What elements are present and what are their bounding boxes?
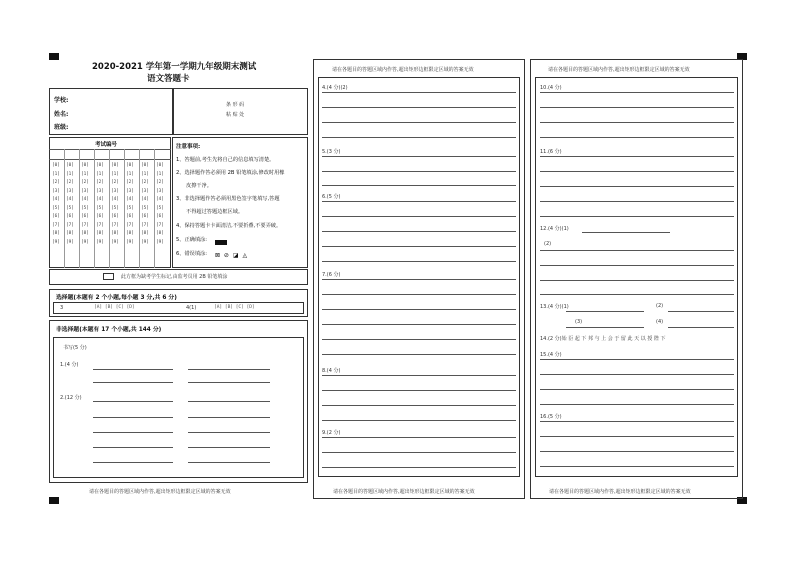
digit-bubble[interactable]: [3] xyxy=(96,188,104,194)
answer-line[interactable] xyxy=(322,437,516,438)
answer-line[interactable] xyxy=(540,294,734,295)
digit-column xyxy=(96,162,104,247)
choice-q3: 3 xyxy=(60,305,64,311)
digit-bubble[interactable]: [7] xyxy=(141,222,149,228)
answer-line[interactable] xyxy=(540,186,734,187)
notice-item: 2、选择题作答必须用 2B 铅笔填涂,修改时用橡 xyxy=(176,170,285,176)
answer-line[interactable] xyxy=(322,122,516,123)
question-label: 15.(4 分) xyxy=(540,352,562,358)
question-label: 10.(4 分) xyxy=(540,85,562,91)
answer-line[interactable] xyxy=(322,375,516,376)
answer-line[interactable] xyxy=(540,466,734,467)
divider xyxy=(49,149,171,150)
column-divider xyxy=(109,149,110,268)
digit-bubble[interactable]: [3] xyxy=(81,188,89,194)
option-c[interactable]: [C] xyxy=(115,305,124,310)
answer-line[interactable] xyxy=(540,122,734,123)
digit-bubble[interactable]: [6] xyxy=(156,214,164,219)
absent-note: 此方框为缺考学生标记,由监考员用 2B 铅笔填涂 xyxy=(121,274,228,280)
answer-line[interactable] xyxy=(93,382,173,383)
notice-item: 4、保持答题卡卡面清洁,不要折叠,不要弄破。 xyxy=(176,223,282,229)
answer-line[interactable] xyxy=(188,382,270,383)
answer-line[interactable] xyxy=(322,354,516,355)
answer-line[interactable] xyxy=(540,436,734,437)
question-label: 16.(5 分) xyxy=(540,414,562,420)
answer-line[interactable] xyxy=(93,369,173,370)
answer-line[interactable] xyxy=(540,280,734,281)
answer-line[interactable] xyxy=(93,462,173,463)
boundary-note: 请在各题目的答题区域内作答,超出矩形边框限定区域的答案无效 xyxy=(333,489,475,495)
answer-line[interactable] xyxy=(322,231,516,232)
digit-bubble[interactable]: [0] xyxy=(52,163,60,168)
answer-line[interactable] xyxy=(322,324,516,325)
digit-bubble[interactable]: [1] xyxy=(66,171,74,177)
digit-bubble[interactable]: [1] xyxy=(156,171,164,177)
digit-bubble[interactable]: [0] xyxy=(81,163,89,168)
answer-line[interactable] xyxy=(322,405,516,406)
correct-fill-example xyxy=(215,240,227,245)
digit-bubble[interactable]: [2] xyxy=(111,180,119,185)
answer-line[interactable] xyxy=(566,327,644,328)
digit-bubble[interactable]: [8] xyxy=(141,231,149,236)
digit-bubble[interactable]: [4] xyxy=(141,197,149,202)
question-label: 13.(4 分)(1) xyxy=(540,304,569,310)
option-d[interactable]: [D] xyxy=(246,305,255,310)
page-subtitle: 语文答题卡 xyxy=(147,74,190,84)
option-b[interactable]: [B] xyxy=(104,305,113,310)
divider xyxy=(49,159,171,160)
answer-line[interactable] xyxy=(188,462,270,463)
class-label: 班级: xyxy=(54,124,69,131)
position-mark xyxy=(49,53,59,60)
digit-bubble[interactable]: [5] xyxy=(126,205,134,211)
answer-line[interactable] xyxy=(322,171,516,172)
choice-q3-options[interactable] xyxy=(94,305,135,310)
answer-line[interactable] xyxy=(540,107,734,108)
boundary-note: 请在各题目的答题区域内作答,超出矩形边框限定区域的答案无效 xyxy=(549,489,691,495)
digit-bubble[interactable]: [3] xyxy=(66,188,74,194)
answer-line[interactable] xyxy=(322,107,516,108)
digit-bubble[interactable]: [4] xyxy=(96,197,104,202)
digit-bubble[interactable]: [0] xyxy=(141,163,149,168)
writing-label: 书写(5 分) xyxy=(63,345,87,351)
option-a[interactable]: [A] xyxy=(214,305,223,310)
answer-line[interactable] xyxy=(322,294,516,295)
digit-bubble[interactable]: [3] xyxy=(52,188,60,194)
digit-bubble[interactable]: [2] xyxy=(96,180,104,185)
digit-bubble[interactable]: [9] xyxy=(111,239,119,245)
answer-line[interactable] xyxy=(540,137,734,138)
digit-bubble[interactable]: [1] xyxy=(141,171,149,177)
question-label: 8.(4 分) xyxy=(322,368,341,374)
digit-bubble[interactable]: [7] xyxy=(66,222,74,228)
digit-bubble[interactable]: [7] xyxy=(156,222,164,228)
question-1-label: 1.(4 分) xyxy=(60,362,79,368)
answer-line[interactable] xyxy=(322,390,516,391)
digit-bubble[interactable]: [8] xyxy=(126,231,134,236)
option-d[interactable]: [D] xyxy=(126,305,135,310)
digit-bubble[interactable]: [1] xyxy=(111,171,119,177)
answer-line[interactable] xyxy=(322,246,516,247)
digit-bubble[interactable]: [1] xyxy=(126,171,134,177)
digit-bubble[interactable]: [4] xyxy=(126,197,134,202)
column-divider xyxy=(64,149,65,268)
question-label: 5.(3 分) xyxy=(322,149,341,155)
digit-column xyxy=(81,162,89,247)
column-divider xyxy=(94,149,95,268)
answer-line[interactable] xyxy=(540,374,734,375)
answer-line[interactable] xyxy=(322,261,516,262)
digit-bubble[interactable]: [7] xyxy=(96,222,104,228)
digit-column xyxy=(66,162,74,247)
question-label: (4) xyxy=(656,319,664,325)
exam-number-label: 考试编号 xyxy=(95,142,118,148)
digit-bubble[interactable]: [7] xyxy=(126,222,134,228)
answer-line[interactable] xyxy=(540,389,734,390)
answer-line[interactable] xyxy=(93,401,173,402)
position-mark xyxy=(49,497,59,504)
digit-bubble[interactable]: [5] xyxy=(66,205,74,211)
digit-bubble[interactable]: [4] xyxy=(81,197,89,202)
digit-bubble[interactable]: [7] xyxy=(81,222,89,228)
digit-bubble[interactable]: [1] xyxy=(52,171,60,177)
digit-bubble[interactable]: [1] xyxy=(81,171,89,177)
answer-line[interactable] xyxy=(668,327,734,328)
digit-bubble[interactable]: [6] xyxy=(52,214,60,219)
answer-line[interactable] xyxy=(322,420,516,421)
column-divider xyxy=(139,149,140,268)
digit-bubble[interactable]: [5] xyxy=(156,205,164,211)
question-label: 7.(6 分) xyxy=(322,272,341,278)
column-divider xyxy=(154,149,155,268)
question-label: (3) xyxy=(575,319,583,325)
answer-line[interactable] xyxy=(188,401,270,402)
digit-bubble[interactable]: [2] xyxy=(66,180,74,185)
wrong-fill-example: ⊠ ⊘ ◪ ◬ xyxy=(215,252,249,259)
boundary-note: 请在各题目的答题区域内作答,超出矩形边框限定区域的答案无效 xyxy=(548,67,690,73)
answer-line[interactable] xyxy=(188,369,270,370)
digit-bubble[interactable]: [4] xyxy=(66,197,74,202)
question-label: 11.(6 分) xyxy=(540,149,562,155)
answer-line[interactable] xyxy=(322,185,516,186)
digit-bubble[interactable]: [8] xyxy=(96,231,104,236)
digit-column xyxy=(141,162,149,247)
name-label: 姓名: xyxy=(54,111,69,118)
digit-bubble[interactable]: [6] xyxy=(126,214,134,219)
digit-bubble[interactable]: [0] xyxy=(111,163,119,168)
question-2-label: 2.(12 分) xyxy=(60,395,82,401)
boundary-note: 请在各题目的答题区域内作答,超出矩形边框限定区域的答案无效 xyxy=(89,489,231,495)
digit-bubble[interactable]: [0] xyxy=(156,163,164,168)
digit-bubble[interactable]: [7] xyxy=(111,222,119,228)
answer-line[interactable] xyxy=(322,216,516,217)
answer-line[interactable] xyxy=(322,137,516,138)
digit-bubble[interactable]: [8] xyxy=(111,231,119,236)
question-label: 14.(2 分)始 臣 起 下 邦 与 上 会 于 留 此 天 以 授 陛 下 xyxy=(540,336,666,342)
notice-item: 不得超过答题边框区域。 xyxy=(186,209,244,215)
answer-line[interactable] xyxy=(188,417,270,418)
answer-line[interactable] xyxy=(540,171,734,172)
answer-line[interactable] xyxy=(322,92,516,93)
answer-line[interactable] xyxy=(93,447,173,448)
school-label: 学校: xyxy=(54,97,69,104)
notice-item: 1、答题前,考生先将自己的信息填写清楚。 xyxy=(176,157,275,163)
digit-bubble[interactable]: [3] xyxy=(141,188,149,194)
question-label: 4.(4 分)(2) xyxy=(322,85,348,91)
digit-bubble[interactable]: [4] xyxy=(156,197,164,202)
digit-bubble[interactable]: [9] xyxy=(52,239,60,245)
answer-line[interactable] xyxy=(322,452,516,453)
answer-line[interactable] xyxy=(93,432,173,433)
digit-bubble[interactable]: [6] xyxy=(96,214,104,219)
option-c[interactable]: [C] xyxy=(235,305,244,310)
digit-bubble[interactable]: [0] xyxy=(126,163,134,168)
digit-bubble[interactable]: [5] xyxy=(141,205,149,211)
answer-line[interactable] xyxy=(540,265,734,266)
answer-line[interactable] xyxy=(582,232,670,233)
digit-bubble[interactable]: [1] xyxy=(96,171,104,177)
digit-column xyxy=(126,162,134,247)
digit-bubble[interactable]: [3] xyxy=(111,188,119,194)
column-divider xyxy=(124,149,125,268)
choice-q4: 4(1) xyxy=(186,305,197,311)
digit-column xyxy=(156,162,164,247)
digit-bubble[interactable]: [3] xyxy=(126,188,134,194)
question-label: (2) xyxy=(544,241,552,247)
digit-bubble[interactable]: [2] xyxy=(141,180,149,185)
answer-line[interactable] xyxy=(93,417,173,418)
digit-bubble[interactable]: [2] xyxy=(156,180,164,185)
answer-line[interactable] xyxy=(188,447,270,448)
digit-bubble[interactable]: [9] xyxy=(96,239,104,245)
answer-line[interactable] xyxy=(540,156,734,157)
boundary-note: 请在各题目的答题区域内作答,超出矩形边框限定区域的答案无效 xyxy=(332,67,474,73)
digit-bubble[interactable]: [2] xyxy=(126,180,134,185)
answer-line[interactable] xyxy=(540,404,734,405)
question-label: 12.(4 分)(1) xyxy=(540,226,569,232)
choice-q4-options[interactable] xyxy=(214,305,255,310)
barcode-label-2: 粘 贴 处 xyxy=(226,112,245,118)
absent-checkbox[interactable] xyxy=(103,273,114,280)
answer-line[interactable] xyxy=(322,309,516,310)
digit-bubble[interactable]: [8] xyxy=(156,231,164,236)
barcode-label-1: 条 形 码 xyxy=(226,102,245,108)
notice-title: 注意事项: xyxy=(176,144,201,150)
answer-line[interactable] xyxy=(668,311,734,312)
answer-line[interactable] xyxy=(322,467,516,468)
choice-title: 选择题(本题有 2 个小题,每小题 3 分,共 6 分) xyxy=(56,295,177,301)
digit-bubble[interactable]: [6] xyxy=(141,214,149,219)
answer-area xyxy=(53,337,304,478)
answer-line[interactable] xyxy=(322,279,516,280)
choice-row xyxy=(53,302,304,314)
answer-line[interactable] xyxy=(540,216,734,217)
digit-bubble[interactable]: [5] xyxy=(81,205,89,211)
digit-bubble[interactable]: [4] xyxy=(111,197,119,202)
digit-column xyxy=(111,162,119,247)
digit-bubble[interactable]: [2] xyxy=(81,180,89,185)
digit-bubble[interactable]: [7] xyxy=(52,222,60,228)
answer-line[interactable] xyxy=(540,421,734,422)
nonchoice-title: 非选择题(本题有 17 个小题,共 144 分) xyxy=(56,327,162,333)
answer-line[interactable] xyxy=(540,92,734,93)
notice-item: 3、非选择题作答必须用黑色签字笔填写,答题 xyxy=(176,196,280,202)
digit-bubble[interactable]: [9] xyxy=(126,239,134,245)
answer-line[interactable] xyxy=(322,201,516,202)
answer-line[interactable] xyxy=(188,432,270,433)
digit-bubble[interactable]: [0] xyxy=(96,163,104,168)
notice-item: 5、正确填涂: xyxy=(176,237,207,243)
digit-bubble[interactable]: [6] xyxy=(66,214,74,219)
option-b[interactable]: [B] xyxy=(224,305,233,310)
digit-bubble[interactable]: [8] xyxy=(66,231,74,236)
notice-item: 6、错误填涂: xyxy=(176,251,207,257)
digit-bubble[interactable]: [4] xyxy=(52,197,60,202)
digit-bubble[interactable]: [9] xyxy=(141,239,149,245)
question-label: 9.(2 分) xyxy=(322,430,341,436)
question-label: 6.(5 分) xyxy=(322,194,341,200)
digit-bubble[interactable]: [9] xyxy=(66,239,74,245)
answer-line[interactable] xyxy=(540,201,734,202)
answer-line[interactable] xyxy=(540,451,734,452)
answer-line[interactable] xyxy=(540,250,734,251)
digit-column xyxy=(52,162,60,247)
answer-line[interactable] xyxy=(540,359,734,360)
page-title: 2020-2021 学年第一学期九年级期末测试 xyxy=(92,62,257,72)
question-label: (2) xyxy=(656,303,664,309)
digit-bubble[interactable]: [6] xyxy=(111,214,119,219)
digit-bubble[interactable]: [9] xyxy=(156,239,164,245)
answer-line[interactable] xyxy=(322,339,516,340)
digit-bubble[interactable]: [6] xyxy=(81,214,89,219)
digit-bubble[interactable]: [2] xyxy=(52,180,60,185)
column-divider xyxy=(79,149,80,268)
digit-bubble[interactable]: [5] xyxy=(52,205,60,211)
digit-bubble[interactable]: [3] xyxy=(156,188,164,194)
digit-bubble[interactable]: [8] xyxy=(81,231,89,236)
digit-bubble[interactable]: [5] xyxy=(96,205,104,211)
digit-bubble[interactable]: [9] xyxy=(81,239,89,245)
notice-item: 皮擦干净。 xyxy=(186,183,212,189)
digit-bubble[interactable]: [0] xyxy=(66,163,74,168)
digit-bubble[interactable]: [8] xyxy=(52,231,60,236)
answer-line[interactable] xyxy=(322,156,516,157)
digit-bubble[interactable]: [5] xyxy=(111,205,119,211)
option-a[interactable]: [A] xyxy=(94,305,103,310)
answer-line[interactable] xyxy=(566,311,644,312)
